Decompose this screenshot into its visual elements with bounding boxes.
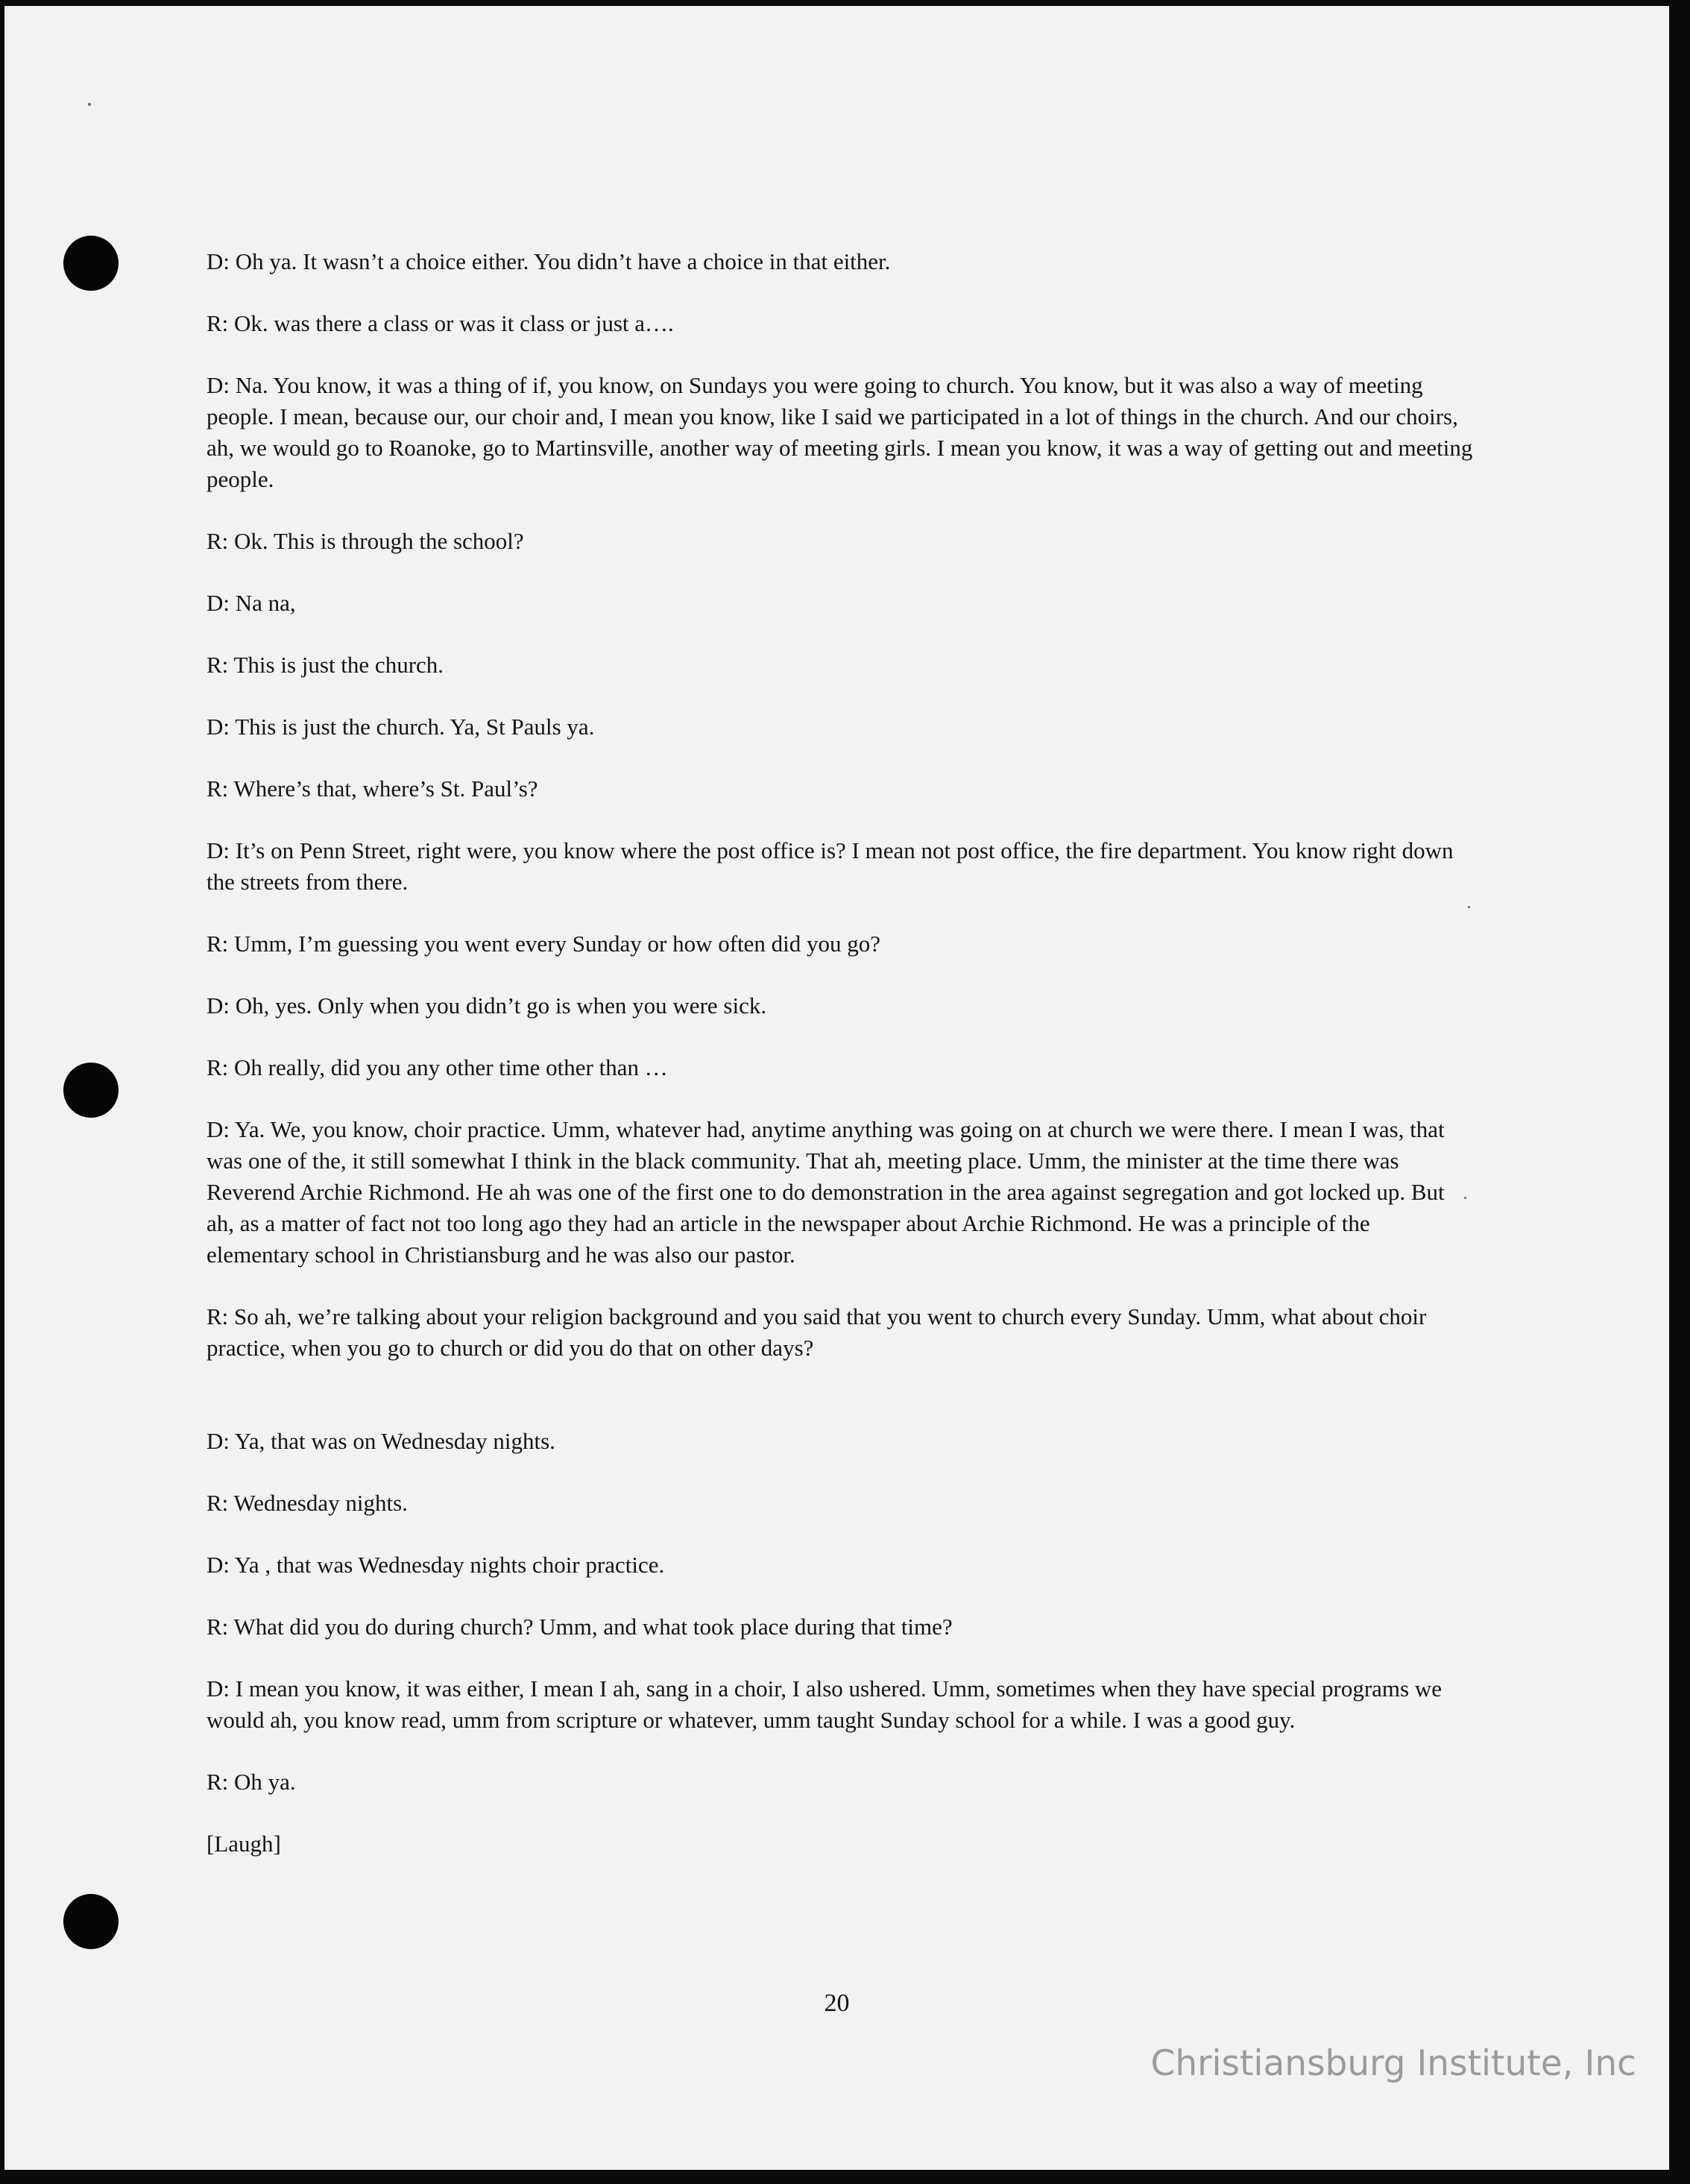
binder-hole-top — [63, 236, 119, 291]
watermark: Christiansburg Institute, Inc — [1150, 2043, 1636, 2084]
transcript-line: R: Where’s that, where’s St. Paul’s? — [206, 775, 538, 802]
transcript-line: D: Ya, that was on Wednesday nights. — [206, 1428, 555, 1454]
document-page — [4, 6, 1669, 2170]
transcript-line: D: Na na, — [206, 590, 296, 616]
transcript-line: R: Oh ya. — [206, 1769, 296, 1795]
transcript-line: R: Umm, I’m guessing you went every Sunday or how often did you go? — [206, 931, 881, 957]
page-number: 20 — [824, 1989, 850, 2017]
interview-transcript — [206, 246, 1474, 1890]
transcript-line: D: This is just the church. Ya, St Pauls ya. — [206, 714, 595, 740]
transcript-line: D: It’s on Penn Street, right were, you know where the post office is? I mean not post office, the fire department. You know right down the streets from there. — [206, 837, 1454, 895]
transcript-line: R: Wednesday nights. — [206, 1490, 408, 1516]
transcript-line: D: I mean you know, it was either, I mean I ah, sang in a choir, I also ushered. Umm, sometimes when they have special programs we would ah, you know read, umm from scripture or whatever, umm taught Sunday school for a while. I was a good guy. — [206, 1675, 1442, 1733]
transcript-line: R: Oh really, did you any other time other than … — [206, 1054, 668, 1080]
transcript-line: R: Ok. This is through the school? — [206, 528, 524, 554]
transcript-line: R: What did you do during church? Umm, and what took place during that time? — [206, 1614, 953, 1640]
transcript-line: D: Oh, yes. Only when you didn’t go is when you were sick. — [206, 992, 767, 1019]
transcript-line: R: This is just the church. — [206, 652, 444, 678]
transcript-line: R: Ok. was there a class or was it class or just a…. — [206, 310, 674, 336]
transcript-line: D: Ya , that was Wednesday nights choir practice. — [206, 1552, 665, 1578]
transcript-line: [Laugh] — [206, 1831, 281, 1857]
binder-hole-middle — [63, 1063, 119, 1118]
transcript-line: D: Oh ya. It wasn’t a choice either. You didn’t have a choice in that either. — [206, 248, 891, 274]
paper-speck — [88, 103, 91, 106]
binder-hole-bottom — [63, 1894, 119, 1949]
transcript-line: D: Na. You know, it was a thing of if, you know, on Sundays you were going to church. You know, but it was also a way of meeting people. I mean, because our, our choir and, I mean you know, like I said we participated in a lot of things in the church. And our choirs, ah, we would go to Roanoke, go to Martinsville, another way of meeting girls. I mean you know, it was a way of getting out and meeting people. — [206, 372, 1473, 492]
transcript-line: R: So ah, we’re talking about your religion background and you said that you went to church every Sunday. Umm, what about choir practice, when you go to church or did you do that on other days? — [206, 1303, 1427, 1361]
transcript-line: D: Ya. We, you know, choir practice. Umm, whatever had, anytime anything was going on at church we were there. I mean I was, that was one of the, it still somewhat I think in the black community. That ah, meeting place. Umm, the minister at the time there was Reverend Archie Richmond. He ah was one of the first one to do demonstration in the area against segregation and got locked up. But ah, as a matter of fact not too long ago they had an article in the newspaper about Archie Richmond. He was a principle of the elementary school in Christiansburg and he was also our pastor. — [206, 1116, 1445, 1268]
